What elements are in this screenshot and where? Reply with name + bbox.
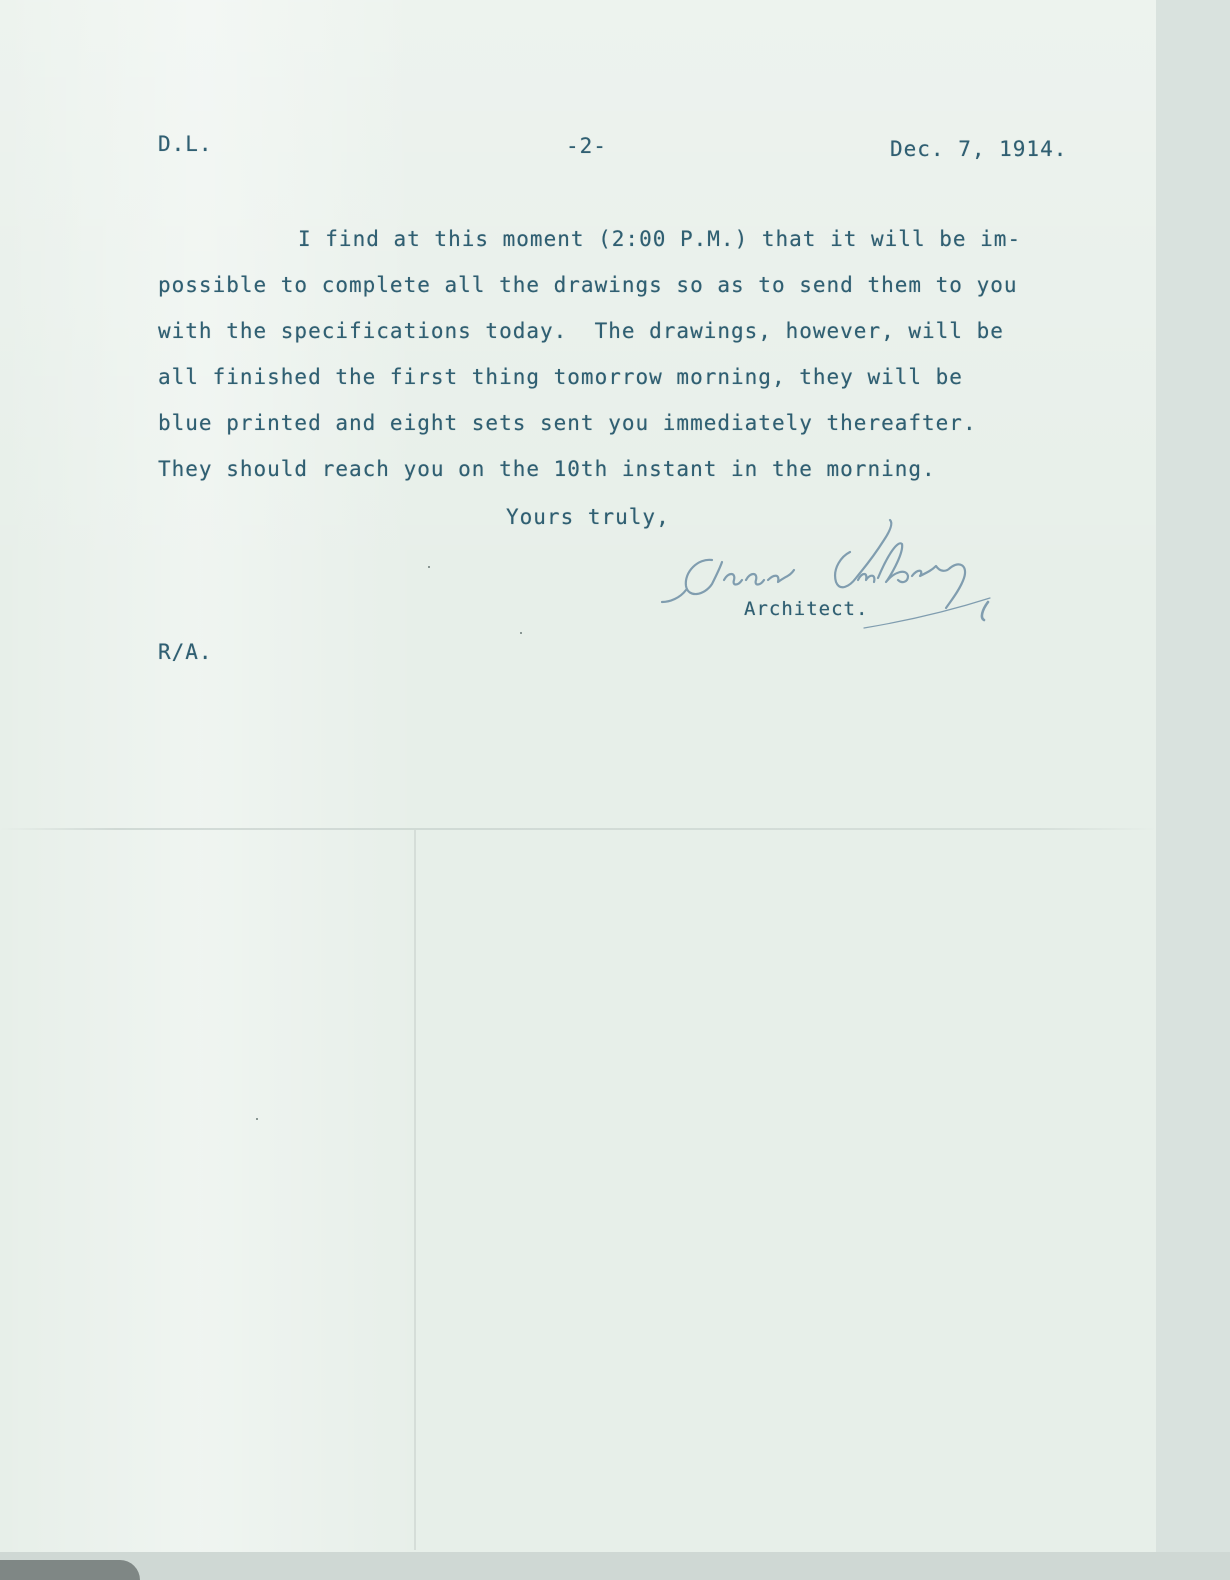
signer-title: Architect. [744, 598, 869, 620]
body-line: They should reach you on the 10th instant in the morning. [158, 457, 936, 481]
paper-speck [256, 1118, 258, 1120]
body-line: possible to complete all the drawings so as to send them to you [158, 273, 1018, 297]
scanner-edge-shadow [0, 1560, 140, 1580]
paper-speck [520, 632, 522, 634]
background-strip-right [1156, 0, 1230, 1580]
body-line: I find at this moment (2:00 P.M.) that it will be im- [298, 227, 1022, 251]
horizontal-fold-line [0, 828, 1156, 830]
body-line: with the specifications today. The drawings, however, will be [158, 319, 1004, 343]
body-line: all finished the first thing tomorrow morning, they will be [158, 365, 963, 389]
letter-body [158, 226, 1048, 502]
typist-initials: R/A. [158, 640, 213, 664]
page-number: -2- [566, 134, 607, 158]
body-line: blue printed and eight sets sent you immediately thereafter. [158, 411, 977, 435]
background-strip-bottom [0, 1552, 1230, 1580]
vertical-fold-line [414, 830, 416, 1550]
closing-salutation: Yours truly, [506, 505, 670, 529]
handwritten-signature [650, 510, 1010, 650]
header-left-text: D.L. [158, 132, 213, 156]
letter-date: Dec. 7, 1914. [890, 137, 1068, 161]
paper-speck [428, 566, 430, 568]
